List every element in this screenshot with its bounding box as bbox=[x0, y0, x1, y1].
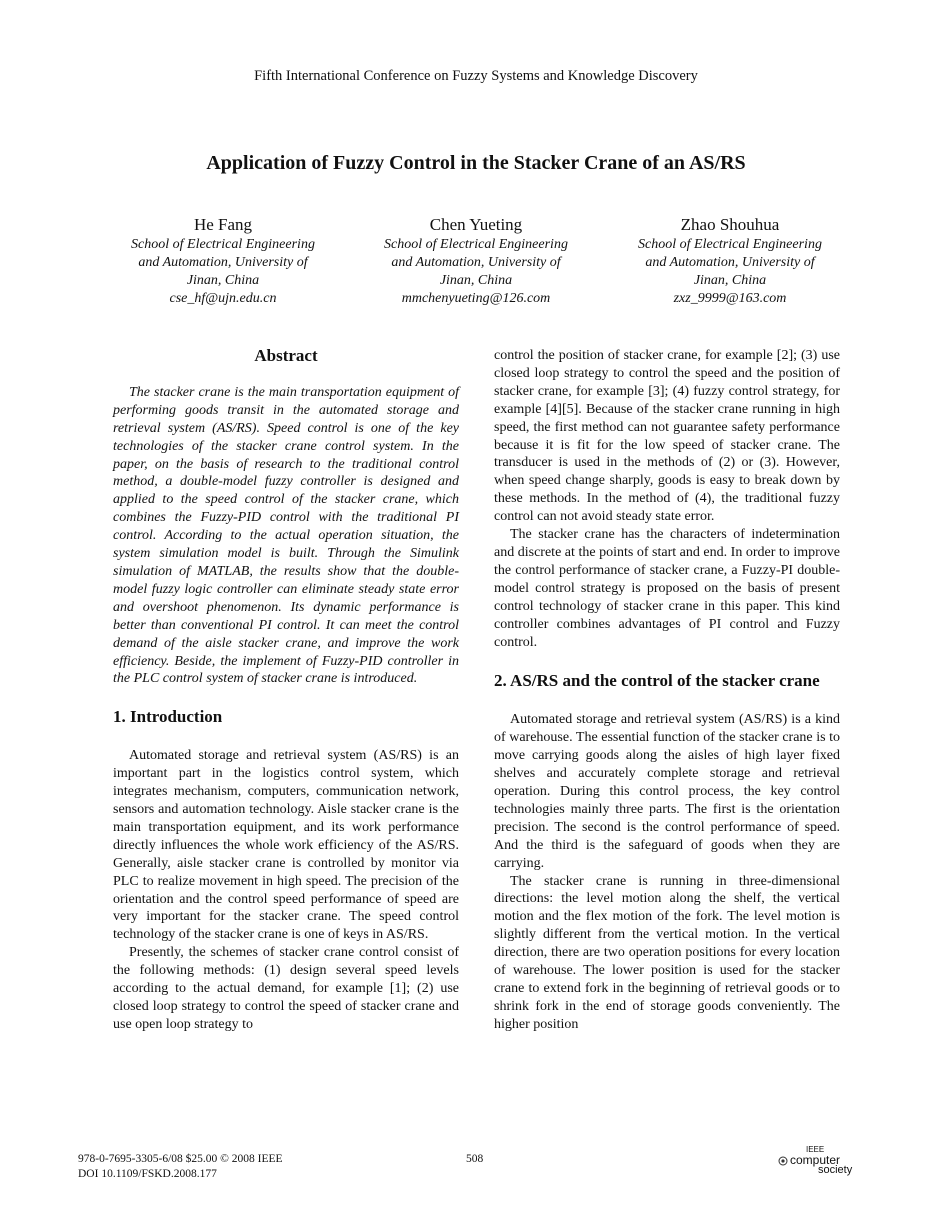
author-affiliation: School of Electrical Engineering bbox=[384, 237, 568, 252]
author-affiliation: and Automation, University of bbox=[391, 255, 561, 270]
paragraph: The stacker crane has the characters of indetermination and discrete at the points of start and end. In order to improve the control performance of stacker crane, a Fuzzy-PI double-model control strategy is proposed on the basis of present control technology of stacker crane in this paper. This kind controller combines advantages of PI control and Fuzzy control. bbox=[494, 527, 840, 650]
abstract-heading: Abstract bbox=[254, 346, 318, 365]
paragraph: control the position of stacker crane, for example [2]; (3) use closed loop strategy to control the speed and the position of stacker crane, for example [3]; (4) fuzzy control strategy, for example [4][5]. Because of the stacker crane running in high speed, the first method can not guarantee safety performance because it is fit for the low speed of stacker crane. The transducer is used in the methods of (2) or (3). However, when speed change sharply, goods is easy to break down by these methods. In the method of (4), the traditional fuzzy control can not avoid steady state error. bbox=[494, 348, 840, 525]
author-affiliation: Jinan, China bbox=[693, 273, 767, 288]
author-affiliation: Jinan, China bbox=[186, 273, 260, 288]
paper-title: Application of Fuzzy Control in the Stacker Crane of an AS/RS bbox=[206, 152, 746, 174]
author-affiliation: School of Electrical Engineering bbox=[131, 237, 315, 252]
section-heading: 1. Introduction bbox=[113, 707, 223, 727]
left-column bbox=[113, 347, 459, 1034]
logo-society-text: society bbox=[818, 1164, 853, 1176]
author-email: cse_hf@ujn.edu.cn bbox=[169, 291, 277, 306]
author-name: He Fang bbox=[193, 215, 253, 234]
abstract-text: The stacker crane is the main transportation equipment of performing goods transit in the automated storage and retrieval system (AS/RS). Speed control is one of the key technologies of the stacker crane control system. In the paper, on the basis of research to the traditional control method, a double-model fuzzy controller is designed and applied to the speed control of the stacker crane, which combines the Fuzzy-PID control with the traditional PI control. According to the actual operation situation, the system simulation model is built. Through the Simulink simulation of MATLAB, the results show that the double-model fuzzy logic controller can eliminate steady state error and overshoot phenomenon. Its dynamic performance is better than conventional PI control. It can meet the control demand of the aisle stacker crane, and improve the work efficiency. Beside, the implement of Fuzzy-PID controller in the PLC control system of stacker crane is introduced. bbox=[113, 384, 459, 687]
ieee-computer-society-logo bbox=[778, 1146, 862, 1178]
footer-left bbox=[78, 1152, 283, 1182]
paragraph: Automated storage and retrieval system (AS/RS) is a kind of warehouse. The essential function of the stacker crane is to move carrying goods along the aisles of high layer fixed shelves and accurately complete storage and retrieval operation. During this control process, the key control technologies mainly three parts. The first is the orientation precision. The second is the control performance of speed. And the third is the safeguard of goods when they are carrying. bbox=[494, 712, 840, 871]
conference-header: Fifth International Conference on Fuzzy Systems and Knowledge Discovery bbox=[254, 68, 698, 84]
author-block bbox=[361, 214, 591, 308]
author-name: Chen Yueting bbox=[429, 215, 523, 234]
author-affiliation: School of Electrical Engineering bbox=[638, 237, 822, 252]
paragraph: The stacker crane is running in three-dimensional directions: the level motion along the shelf, the vertical motion and the flex motion of the fork. The level motion is slightly different from the vertical motion. In the vertical direction, there are two operation positions for every location of warehouse. The lower position is used for the stacker crane to extend fork in the beginning of retrieval goods or to shrink fork in the end of storage goods conveniently. The higher position bbox=[494, 873, 840, 1032]
author-affiliation: Jinan, China bbox=[439, 273, 513, 288]
isbn-line: 978-0-7695-3305-6/08 $25.00 © 2008 IEEE bbox=[78, 1153, 283, 1165]
author-email: mmchenyueting@126.com bbox=[401, 291, 551, 306]
logo-mark-icon bbox=[778, 1156, 788, 1166]
author-block bbox=[108, 214, 338, 308]
author-email: zxz_9999@163.com bbox=[673, 291, 787, 306]
author-affiliation: and Automation, University of bbox=[645, 255, 815, 270]
author-affiliation: and Automation, University of bbox=[138, 255, 308, 270]
author-name: Zhao Shouhua bbox=[680, 215, 780, 234]
logo-ieee-text: IEEE bbox=[806, 1145, 825, 1154]
right-column bbox=[494, 347, 840, 1034]
paragraph: Automated storage and retrieval system (AS/RS) is an important part in the logistics control system, which integrates mechanism, computers, communication network, sensors and automation technology. Aisle stacker crane is the main transportation equipment, and its work performance directly influences the whole work efficiency of the AS/RS. Generally, aisle stacker crane is controlled by monitor via PLC to realize movement in high speed. The precision of the orientation and the control speed performance of speed are very important for the stacker crane. The speed control technology of the stacker crane is one of keys in AS/RS. bbox=[113, 748, 459, 943]
page-number: 508 bbox=[466, 1153, 484, 1165]
logo-computer-text: computer bbox=[790, 1153, 841, 1167]
author-block bbox=[615, 214, 845, 308]
section-heading: 2. AS/RS and the control of the stacker crane bbox=[494, 671, 820, 691]
paragraph: Presently, the schemes of stacker crane control consist of the following methods: (1) design several speed levels according to the actual demand, for example [1]; (2) use closed loop strategy to control the speed of stacker crane and use open loop strategy to bbox=[113, 945, 459, 1032]
doi-line: DOI 10.1109/FSKD.2008.177 bbox=[78, 1168, 217, 1180]
